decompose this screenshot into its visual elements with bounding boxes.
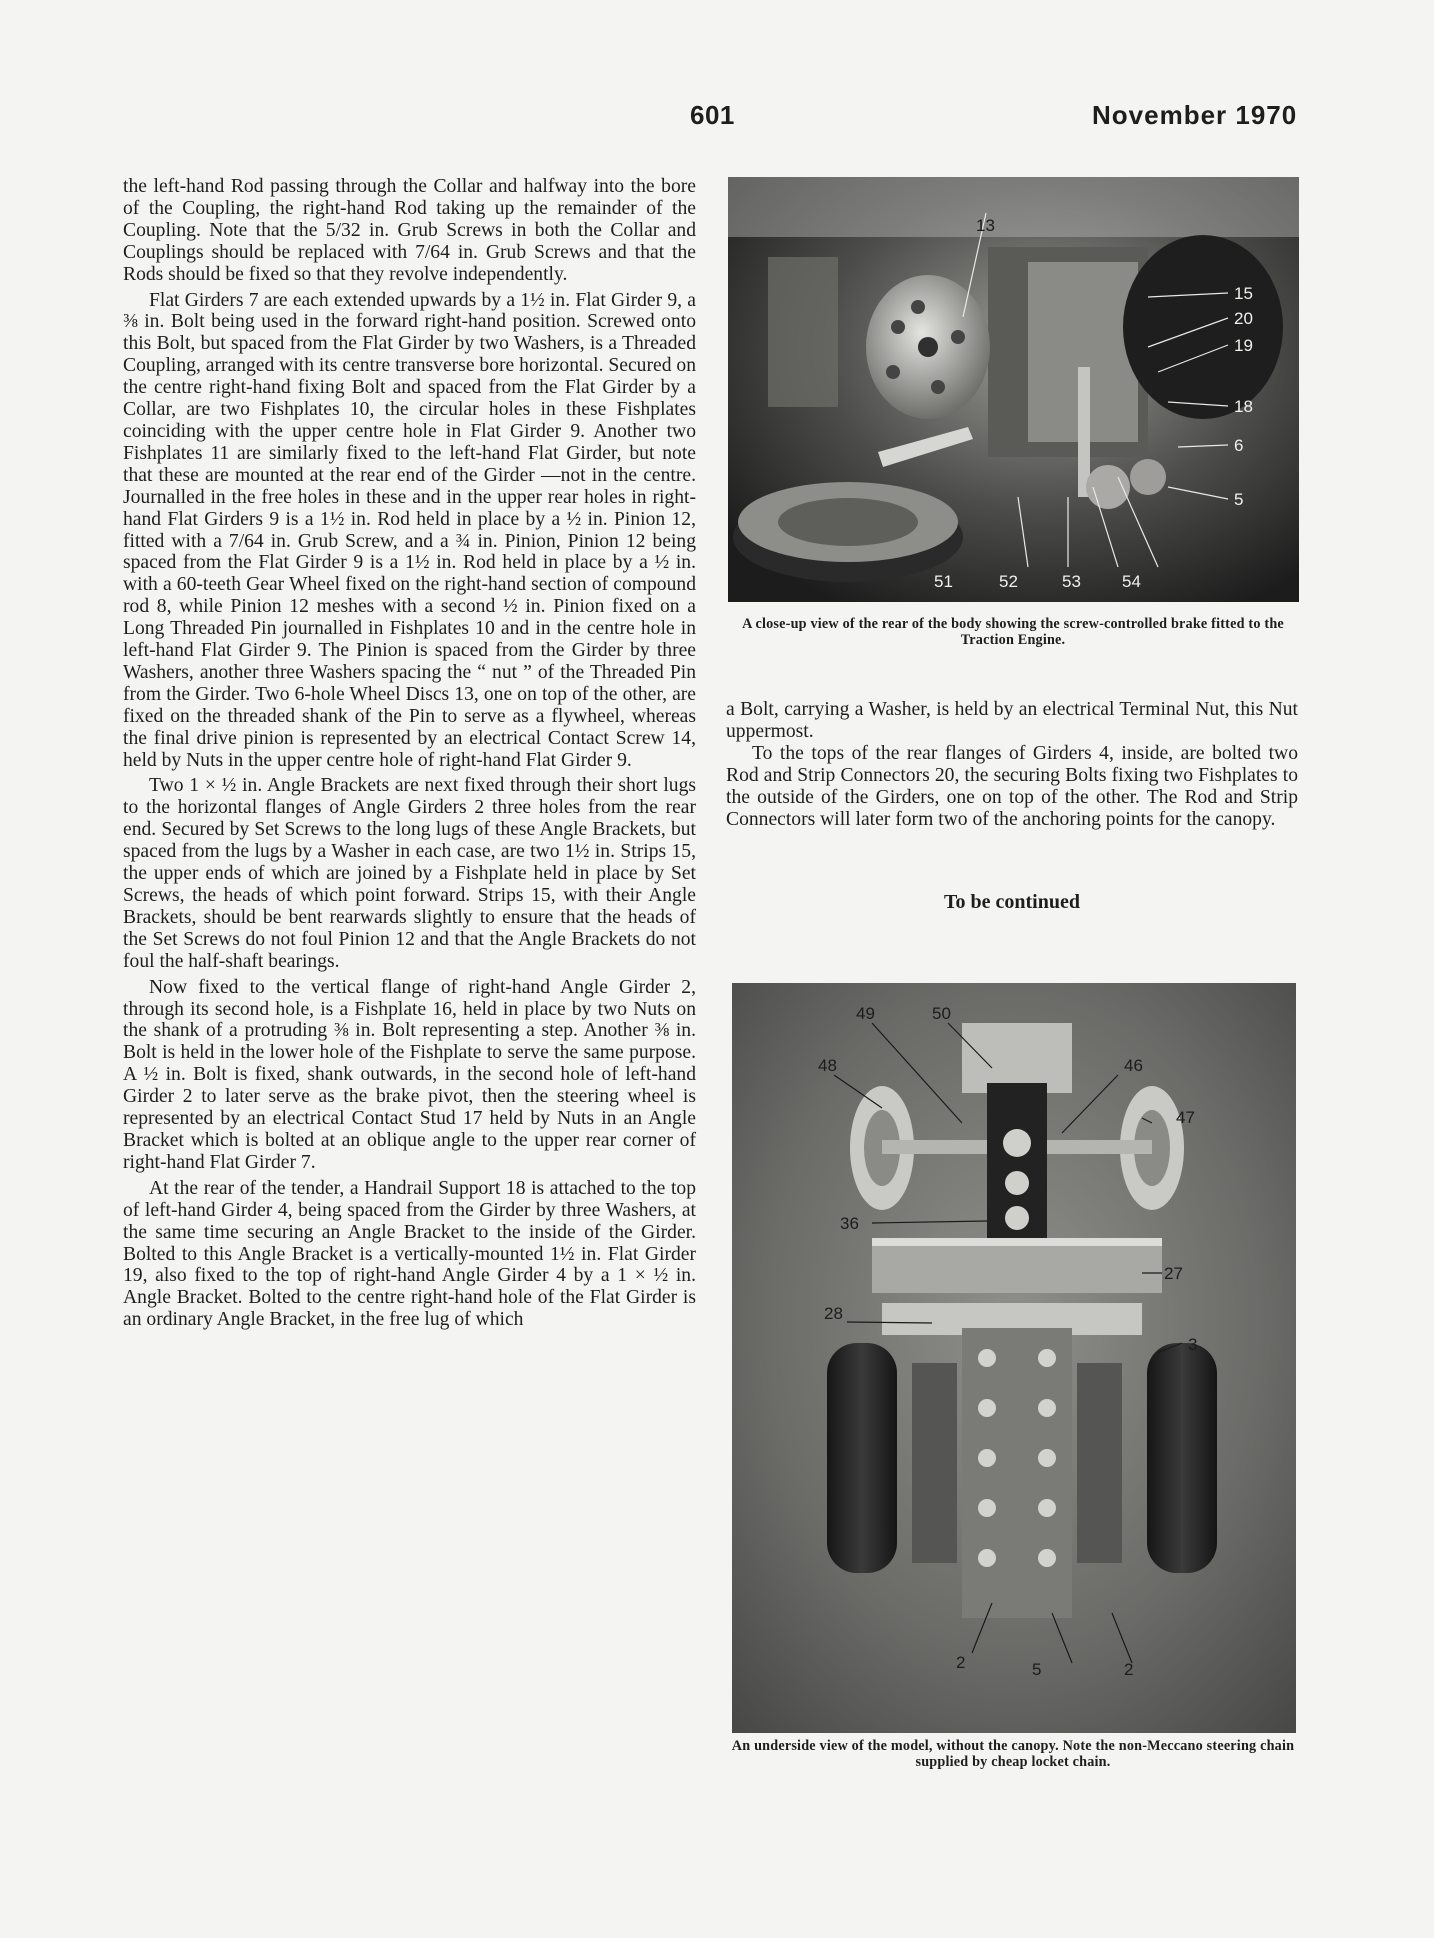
callout-2-right: 2 <box>1124 1660 1134 1679</box>
callout-18: 18 <box>1234 397 1253 416</box>
right-text-column <box>726 699 1298 830</box>
callout-54: 54 <box>1122 572 1141 591</box>
callout-6: 6 <box>1234 436 1244 455</box>
photo-brake-closeup <box>728 177 1299 602</box>
callout-3: 3 <box>1188 1335 1198 1354</box>
callout-49: 49 <box>856 1004 875 1023</box>
figure-caption-bottom: An underside view of the model, without the canopy. Note the non-Meccano steering chain supplied by cheap locket chain. <box>731 1738 1295 1770</box>
callout-52: 52 <box>999 572 1018 591</box>
paragraph: Two 1 × ½ in. Angle Brackets are next fixed through their short lugs to the horizontal flanges of Angle Girders 2 three holes from the rear end. Secured by Set Screws to the long lugs of these Angle Brackets, but spaced from the lugs by a Washer in each case, are two 1½ in. Strips 15, the upper ends of which are joined by a Fishplate held in place by Set Screws, the heads of which point forward. Strips 15, with their Angle Brackets, should be bent rearwards slightly to ensure that the heads of the Set Screws do not foul Pinion 12 and that the Angle Brackets do not foul the half-shaft bearings. <box>123 775 696 972</box>
paragraph: the left-hand Rod passing through the Collar and halfway into the bore of the Coupling, the right-hand Rod taking up the remainder of the Coupling. Note that the 5/32 in. Grub Screws in both the Collar and Couplings should be replaced with 7/64 in. Grub Screws and that the Rods should be fixed so that they revolve independently. <box>123 176 696 285</box>
paragraph: Flat Girders 7 are each extended upwards by a 1½ in. Flat Girder 9, a ⅜ in. Bolt being used in the forward right-hand position. Screwed onto this Bolt, but spaced from the Flat Girder by two Washers, is a Threaded Coupling, arranged with its centre transverse bore horizontal. Secured on the centre right-hand fixing Bolt and spaced from the Flat Girder by a Collar, are two Fishplates 10, the circular holes in these Fishplates coinciding with the upper centre hole in Flat Girder 9. Another two Fishplates 11 are similarly fixed to the left-hand Flat Girder, but note that these are mounted at the rear end of the Girder —not in the centre. Journalled in the free holes in these and in the upper rear holes in right-hand Flat Girders 9 is a 1½ in. Rod held in place by a ½ in. Pinion 12, fitted with a 7/64 in. Grub Screw, and a ¾ in. Pinion, Pinion 12 being spaced from the Flat Girder 9 is a 1½ in. Rod held in place by a ½ in. with a 60-teeth Gear Wheel fixed on the right-hand section of compound rod 8, while Pinion 12 meshes with a second ½ in. Pinion fixed on a Long Threaded Pin journalled in Fishplates 10 and in the centre hole in left-hand Flat Girder 9. The Pinion is spaced from the Girder by three Washers, another three Washers spacing the “ nut ” of the Threaded Pin from the Girder. Two 6-hole Wheel Discs 13, one on top of the other, are fixed on the threaded shank of the Pin to serve as a flywheel, whereas the final drive pinion is represented by an electrical Contact Screw 14, held by Nuts in the upper centre hole of right-hand Flat Girder 9. <box>123 289 696 771</box>
callout-2-left: 2 <box>956 1653 966 1672</box>
callout-20: 20 <box>1234 309 1253 328</box>
left-text-column <box>123 176 696 1335</box>
callout-13: 13 <box>976 216 995 235</box>
callout-5: 5 <box>1032 1660 1042 1679</box>
photo-underside-view <box>732 983 1296 1733</box>
callout-51: 51 <box>934 572 953 591</box>
callout-36: 36 <box>840 1214 859 1233</box>
callout-19: 19 <box>1234 336 1253 355</box>
callout-46: 46 <box>1124 1056 1143 1075</box>
paragraph: a Bolt, carrying a Washer, is held by an electrical Terminal Nut, this Nut uppermost. <box>726 699 1298 742</box>
page-number: 601 <box>690 100 735 130</box>
callout-15: 15 <box>1234 284 1253 303</box>
issue-date: November 1970 <box>1092 100 1298 130</box>
callout-50: 50 <box>932 1004 951 1023</box>
paragraph: Now fixed to the vertical flange of right-hand Angle Girder 2, through its second hole, is a Fishplate 16, held in place by two Nuts on the shank of a protruding ⅜ in. Bolt representing a step. Another ⅜ in. Bolt is held in the lower hole of the Fishplate to serve the same purpose. A ½ in. Bolt is fixed, shank outwards, in the second hole of left-hand Girder 2 to later serve as the brake pivot, then the steering wheel is represented by an electrical Contact Stud 17 held by Nuts in an Angle Bracket which is bolted at an oblique angle to the upper rear corner of right-hand Flat Girder 7. <box>123 976 696 1173</box>
paragraph: To the tops of the rear flanges of Girders 4, inside, are bolted two Rod and Strip Connectors 20, the securing Bolts fixing two Fishplates to the outside of the Girders, one on top of the other. The Rod and Strip Connectors will later form two of the anchoring points for the canopy. <box>726 742 1298 830</box>
callout-47: 47 <box>1176 1108 1195 1127</box>
callout-28: 28 <box>824 1304 843 1323</box>
callout-27: 27 <box>1164 1264 1183 1283</box>
callout-48: 48 <box>818 1056 837 1075</box>
figure-caption-top: A close-up view of the rear of the body showing the screw-controlled brake fitted to the Traction Engine. <box>742 616 1284 648</box>
callout-5: 5 <box>1234 490 1244 509</box>
paragraph: At the rear of the tender, a Handrail Support 18 is attached to the top of left-hand Girder 4, being spaced from the Girder by three Washers, at the same time securing an Angle Bracket to the inside of the Girder. Bolted to this Angle Bracket is a vertically-mounted 1½ in. Flat Girder 19, also fixed to the top of right-hand Angle Girder 4 by a 1 × ½ in. Angle Bracket. Bolted to the centre right-hand hole of the Flat Girder is an ordinary Angle Bracket, in the free lug of which <box>123 1177 696 1331</box>
to-be-continued-note: To be continued <box>944 891 1080 913</box>
callout-53: 53 <box>1062 572 1081 591</box>
